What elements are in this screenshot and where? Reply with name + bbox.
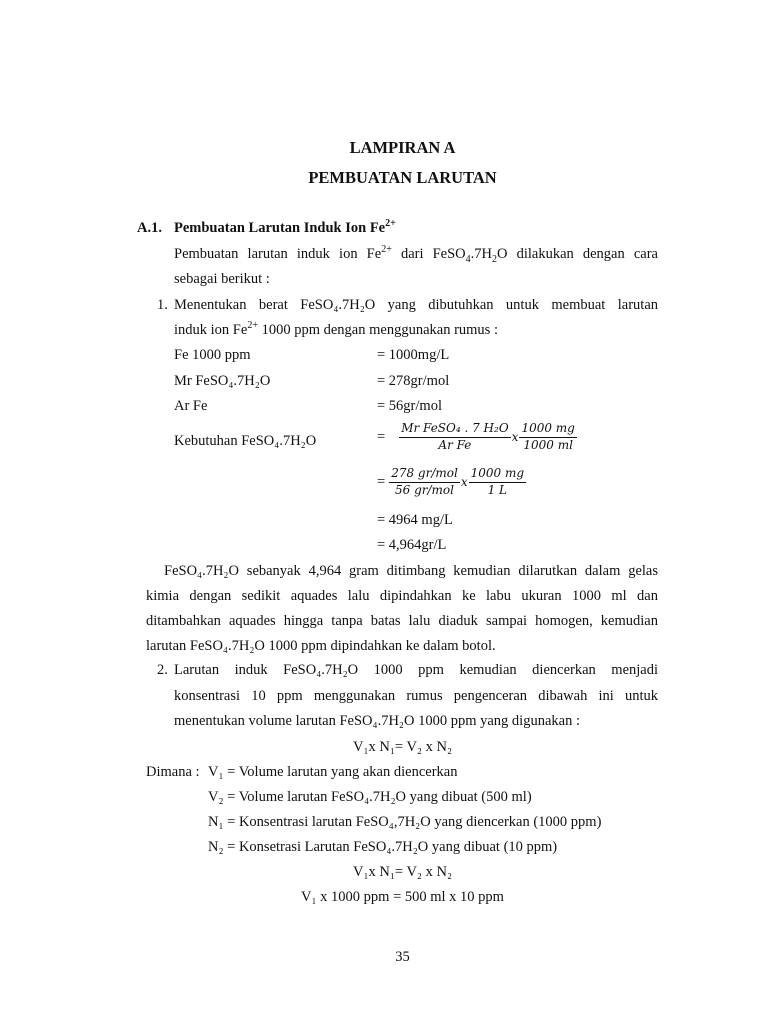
section-number: A.1.: [137, 220, 162, 236]
step1-text-a: induk ion Fe: [174, 322, 248, 338]
calc-value-fe: = 1000mg/L: [377, 347, 450, 363]
paragraph-line-1: FeSO₄.7H₂O sebanyak 4,964 gram ditimbang kemudian dilarutkan dalam gelas: [164, 563, 658, 579]
calc-label-ar: Ar Fe: [174, 398, 208, 414]
step1-number: 1.: [157, 297, 168, 313]
fraction-gr-mol: [389, 467, 460, 498]
calc-label-kebutuhan: Kebutuhan FeSO₄.7H₂O: [174, 433, 317, 449]
equals-sign: =: [377, 473, 386, 490]
fraction-mg-ml: [519, 422, 576, 453]
step2-line-3: menentukan volume larutan FeSO₄.7H₂O 1000 ppm yang digunakan :: [174, 713, 580, 729]
fraction-numerator: Mr FeSO₄ . 7 H₂O: [399, 422, 510, 438]
formula-substituted: [377, 467, 526, 498]
paragraph-line-4: larutan FeSO₄.7H₂O 1000 ppm dipindahkan ke dalam botol.: [146, 638, 496, 654]
step2-number: 2.: [157, 662, 168, 678]
fraction-denominator: Ar Fe: [438, 437, 472, 452]
intro-line-2: sebagai berikut :: [174, 271, 270, 287]
dimana-prefix: Dimana :: [146, 764, 200, 780]
step1-line-1: Menentukan berat FeSO₄.7H₂O yang dibutuhkan untuk membuat larutan: [174, 297, 658, 313]
calc-label-mr: Mr FeSO₄.7H₂O: [174, 373, 271, 389]
page-number: 35: [395, 949, 410, 965]
step1-line-2: [174, 322, 498, 339]
formula-kebutuhan: [377, 422, 577, 453]
fraction-mg-l: [469, 467, 526, 498]
dilution-formula-repeat: V₁x N₁= V₂ x N₂: [352, 864, 453, 880]
step1-sup: 2+: [247, 320, 258, 332]
section-title: [174, 220, 396, 237]
fraction-numerator: 1000 mg: [519, 422, 576, 438]
intro-sub: 4: [465, 253, 471, 265]
calc-label-fe: Fe 1000 ppm: [174, 347, 251, 363]
fraction-numerator: 1000 mg: [469, 467, 526, 483]
intro-text-a: Pembuatan larutan induk ion Fe: [174, 246, 382, 262]
page-subtitle: PEMBUATAN LARUTAN: [308, 168, 497, 187]
calc-value-ar: = 56gr/mol: [377, 398, 442, 414]
fraction-denominator: 1 L: [487, 482, 508, 497]
paragraph-line-2: kimia dengan sedikit aquades lalu dipindahkan ke labu ukuran 1000 ml dan: [146, 588, 658, 604]
multiply-sign: x: [460, 475, 468, 490]
step1-text-b: 1000 ppm dengan menggunakan rumus :: [257, 322, 498, 338]
dilution-formula-substituted: V₁ x 1000 ppm = 500 ml x 10 ppm: [301, 889, 504, 905]
multiply-sign: x: [511, 430, 519, 445]
dilution-formula: V₁x N₁= V₂ x N₂: [352, 739, 453, 755]
intro-sup: 2+: [381, 244, 392, 256]
calc-value-mr: = 278gr/mol: [377, 373, 450, 389]
intro-line-1: [174, 246, 658, 263]
step2-line-2: konsentrasi 10 ppm menggunakan rumus pengenceran dibawah ini untuk: [174, 688, 658, 704]
section-title-text: Pembuatan Larutan Induk Ion Fe: [174, 220, 386, 236]
dimana-v2: V₂ = Volume larutan FeSO₄.7H₂O yang dibuat (500 ml): [208, 789, 532, 805]
intro-sub-2: 2: [492, 253, 497, 265]
fraction-numerator: 278 gr/mol: [389, 467, 460, 483]
fraction-denominator: 56 gr/mol: [395, 482, 454, 497]
paragraph-line-3: ditambahkan aquades hingga tanpa batas lalu diaduk sampai homogen, kemudian: [146, 613, 658, 629]
section-title-sup: 2+: [385, 218, 396, 230]
step2-line-1: Larutan induk FeSO₄.7H₂O 1000 ppm kemudian diencerkan menjadi: [174, 662, 658, 678]
intro-text-b: dari FeSO: [391, 246, 466, 262]
page-title: LAMPIRAN A: [349, 138, 456, 157]
calc-result-2: = 4,964gr/L: [377, 537, 447, 553]
calc-result-1: = 4964 mg/L: [377, 512, 453, 528]
intro-text-c: .7H: [470, 246, 492, 262]
fraction-mr-ar: [399, 422, 510, 453]
dimana-v1: V₁ = Volume larutan yang akan diencerkan: [208, 764, 458, 780]
equals-sign: =: [377, 428, 386, 445]
intro-text-d: O dilakukan dengan cara: [497, 246, 658, 262]
dimana-n2: N₂ = Konsetrasi Larutan FeSO₄.7H₂O yang dibuat (10 ppm): [208, 839, 558, 855]
dimana-n1: N₁ = Konsentrasi larutan FeSO₄,7H₂O yang diencerkan (1000 ppm): [208, 814, 602, 830]
fraction-denominator: 1000 ml: [523, 437, 573, 452]
